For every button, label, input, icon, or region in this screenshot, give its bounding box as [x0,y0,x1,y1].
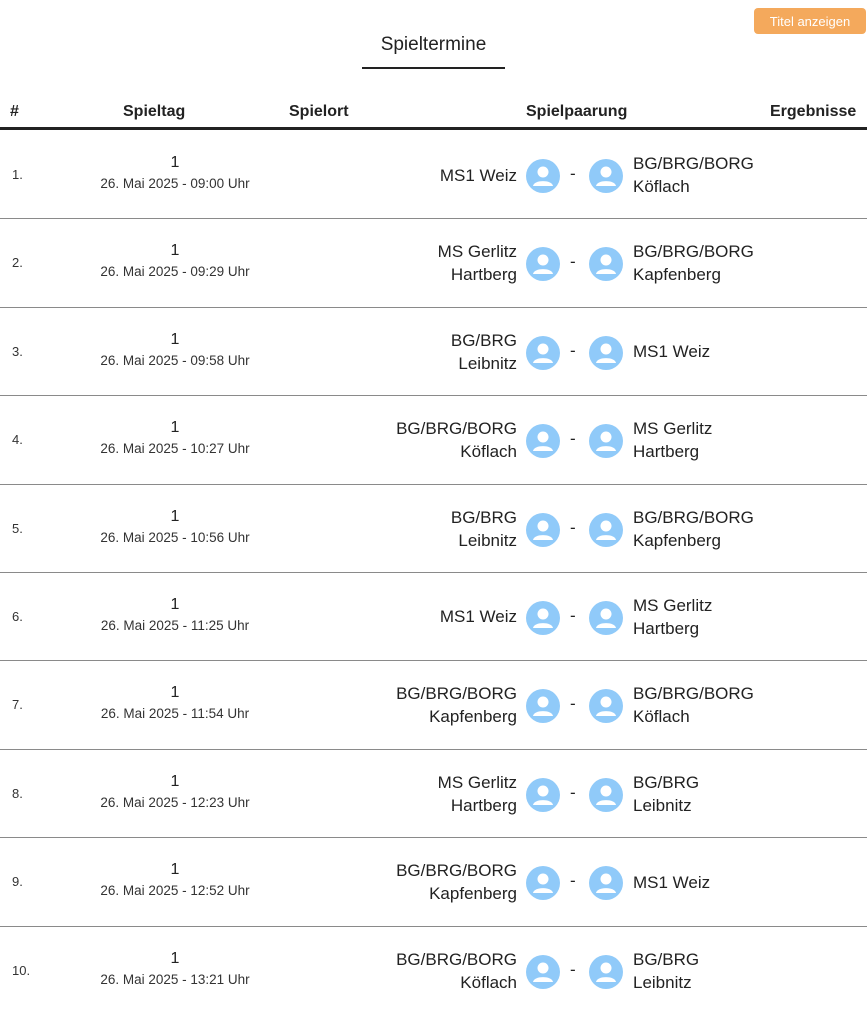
away-team [633,396,783,484]
away-team-name-line: Hartberg [633,618,700,638]
away-team-name-line: Kapfenberg [633,530,721,550]
away-team-name-line: Hartberg [633,442,700,462]
home-team [317,485,517,573]
away-team-name-line: BG/BRG/BORG [633,684,754,704]
pairing-separator: - [570,694,576,714]
home-team-name-line: MS1 Weiz [439,165,517,185]
spieltag-cell [80,683,270,725]
away-team-name-line: Köflach [633,177,690,196]
person-avatar-icon [526,955,560,989]
header-spielort: Spielort [289,103,349,120]
home-team-name-line: Köflach [460,972,517,992]
spieltag-number: 1 [170,507,180,525]
away-team [633,838,783,926]
home-team [317,219,517,307]
home-team-name-line: Köflach [460,442,517,462]
spieltag-number: 1 [170,242,180,260]
away-team-name-line: MS Gerlitz [633,419,713,439]
match-number: 7. [12,697,23,713]
home-team [317,308,517,396]
match-number: 10. [12,962,31,978]
home-team-name-line: Hartberg [450,795,517,815]
match-number: 6. [12,608,23,624]
header-spielpaarung: Spielpaarung [526,103,628,120]
home-team-name-line: MS Gerlitz [437,242,517,262]
spieltag-cell [80,418,270,460]
person-avatar-icon [589,601,623,635]
spieltag-number: 1 [170,154,180,171]
match-row [0,838,867,926]
away-team-name-line: MS Gerlitz [633,595,713,615]
match-datetime: 26. Mai 2025 - 11:54 Uhr [100,706,250,722]
pairing-separator: - [570,429,576,449]
match-datetime: 26. Mai 2025 - 09:58 Uhr [100,352,250,368]
match-number: 5. [12,520,23,536]
person-avatar-icon [589,336,623,370]
home-team-name-line: Kapfenberg [429,884,517,904]
away-team-name-line: BG/BRG/BORG [633,154,754,173]
person-avatar-icon [526,336,560,370]
home-team [317,573,517,661]
away-team [633,308,783,396]
away-team [633,750,783,838]
pairing-separator: - [570,605,576,625]
match-datetime: 26. Mai 2025 - 12:52 Uhr [100,883,250,899]
match-datetime: 26. Mai 2025 - 09:00 Uhr [100,176,250,191]
person-avatar-icon [526,778,560,812]
person-avatar-icon [526,513,560,547]
person-avatar-icon [526,601,560,635]
header-spieltag: Spieltag [123,103,186,120]
spieltag-cell [80,949,270,991]
table-header [0,98,867,130]
away-team [633,219,783,307]
home-team [317,750,517,838]
away-team [633,661,783,749]
away-team-name-line: BG/BRG [633,772,700,792]
home-team-name-line: BG/BRG/BORG [396,861,517,881]
away-team-name-line: BG/BRG [633,949,700,969]
match-row [0,308,867,396]
match-datetime: 26. Mai 2025 - 12:23 Uhr [100,794,250,810]
match-datetime: 26. Mai 2025 - 09:29 Uhr [100,264,250,280]
spieltag-cell [80,241,270,283]
match-row [0,573,867,661]
show-title-button[interactable]: Titel anzeigen [754,8,866,34]
spieltag-number: 1 [170,772,180,790]
pairing-separator: - [570,871,576,891]
spieltag-cell [80,507,270,549]
away-team-name-line: Köflach [633,707,690,727]
match-number: 1. [12,167,23,182]
spieltag-cell [80,153,270,195]
away-team [633,573,783,661]
header-ergebnisse: Ergebnisse [770,103,857,120]
match-datetime: 26. Mai 2025 - 10:27 Uhr [100,441,250,457]
match-number: 4. [12,432,23,448]
header-number: # [10,103,19,120]
match-datetime: 26. Mai 2025 - 10:56 Uhr [100,529,250,545]
title-underline [362,67,505,69]
home-team-name-line: BG/BRG [450,507,517,527]
match-row [0,219,867,307]
spieltag-cell [80,860,270,902]
spieltag-number: 1 [170,595,180,613]
spieltag-number: 1 [170,419,180,437]
person-avatar-icon [526,866,560,900]
pairing-separator: - [570,782,576,802]
person-avatar-icon [589,513,623,547]
person-avatar-icon [526,247,560,281]
home-team-name-line: BG/BRG/BORG [396,949,517,969]
match-row [0,750,867,838]
away-team [633,927,783,1015]
home-team-name-line: Leibnitz [458,353,517,373]
spieltag-cell [80,772,270,814]
home-team-name-line: Hartberg [450,265,517,285]
home-team [317,396,517,484]
person-avatar-icon [589,689,623,723]
home-team [317,131,517,219]
away-team-name-line: Leibnitz [633,972,692,992]
match-datetime: 26. Mai 2025 - 11:25 Uhr [100,617,250,633]
match-row [0,661,867,749]
away-team-name-line: Leibnitz [633,795,692,815]
pairing-separator: - [570,959,576,979]
person-avatar-icon [589,866,623,900]
home-team [317,838,517,926]
match-row [0,131,867,219]
away-team-name-line: BG/BRG/BORG [633,507,754,527]
match-row [0,927,867,1015]
away-team-name-line: MS1 Weiz [633,872,711,892]
home-team-name-line: MS Gerlitz [437,772,517,792]
home-team-name-line: Leibnitz [458,530,517,550]
match-row [0,396,867,484]
match-list [0,131,867,1015]
match-row [0,485,867,573]
match-number: 8. [12,785,23,801]
away-team [633,131,783,219]
person-avatar-icon [589,424,623,458]
home-team-name-line: Kapfenberg [429,707,517,727]
person-avatar-icon [589,778,623,812]
person-avatar-icon [526,159,560,193]
spieltag-number: 1 [170,861,180,879]
away-team [633,485,783,573]
home-team-name-line: BG/BRG/BORG [396,684,517,704]
person-avatar-icon [526,689,560,723]
pairing-separator: - [570,517,576,537]
pairing-separator: - [570,252,576,272]
spieltag-number: 1 [170,330,180,348]
pairing-separator: - [570,164,576,183]
home-team-name-line: BG/BRG [450,330,517,350]
spieltag-cell [80,330,270,372]
away-team-name-line: MS1 Weiz [633,342,711,362]
person-avatar-icon [526,424,560,458]
person-avatar-icon [589,247,623,281]
match-datetime: 26. Mai 2025 - 13:21 Uhr [100,971,250,987]
match-number: 3. [12,343,23,359]
person-avatar-icon [589,159,623,193]
person-avatar-icon [589,955,623,989]
page-title: Spieltermine [380,34,487,55]
away-team-name-line: BG/BRG/BORG [633,242,754,262]
home-team-name-line: MS1 Weiz [439,607,517,627]
spieltag-number: 1 [170,684,180,702]
match-number: 9. [12,874,23,890]
home-team [317,927,517,1015]
away-team-name-line: Kapfenberg [633,265,721,285]
home-team-name-line: BG/BRG/BORG [396,419,517,439]
home-team [317,661,517,749]
spieltag-number: 1 [170,949,180,967]
match-number: 2. [12,255,23,271]
pairing-separator: - [570,340,576,360]
spieltag-cell [80,595,270,637]
